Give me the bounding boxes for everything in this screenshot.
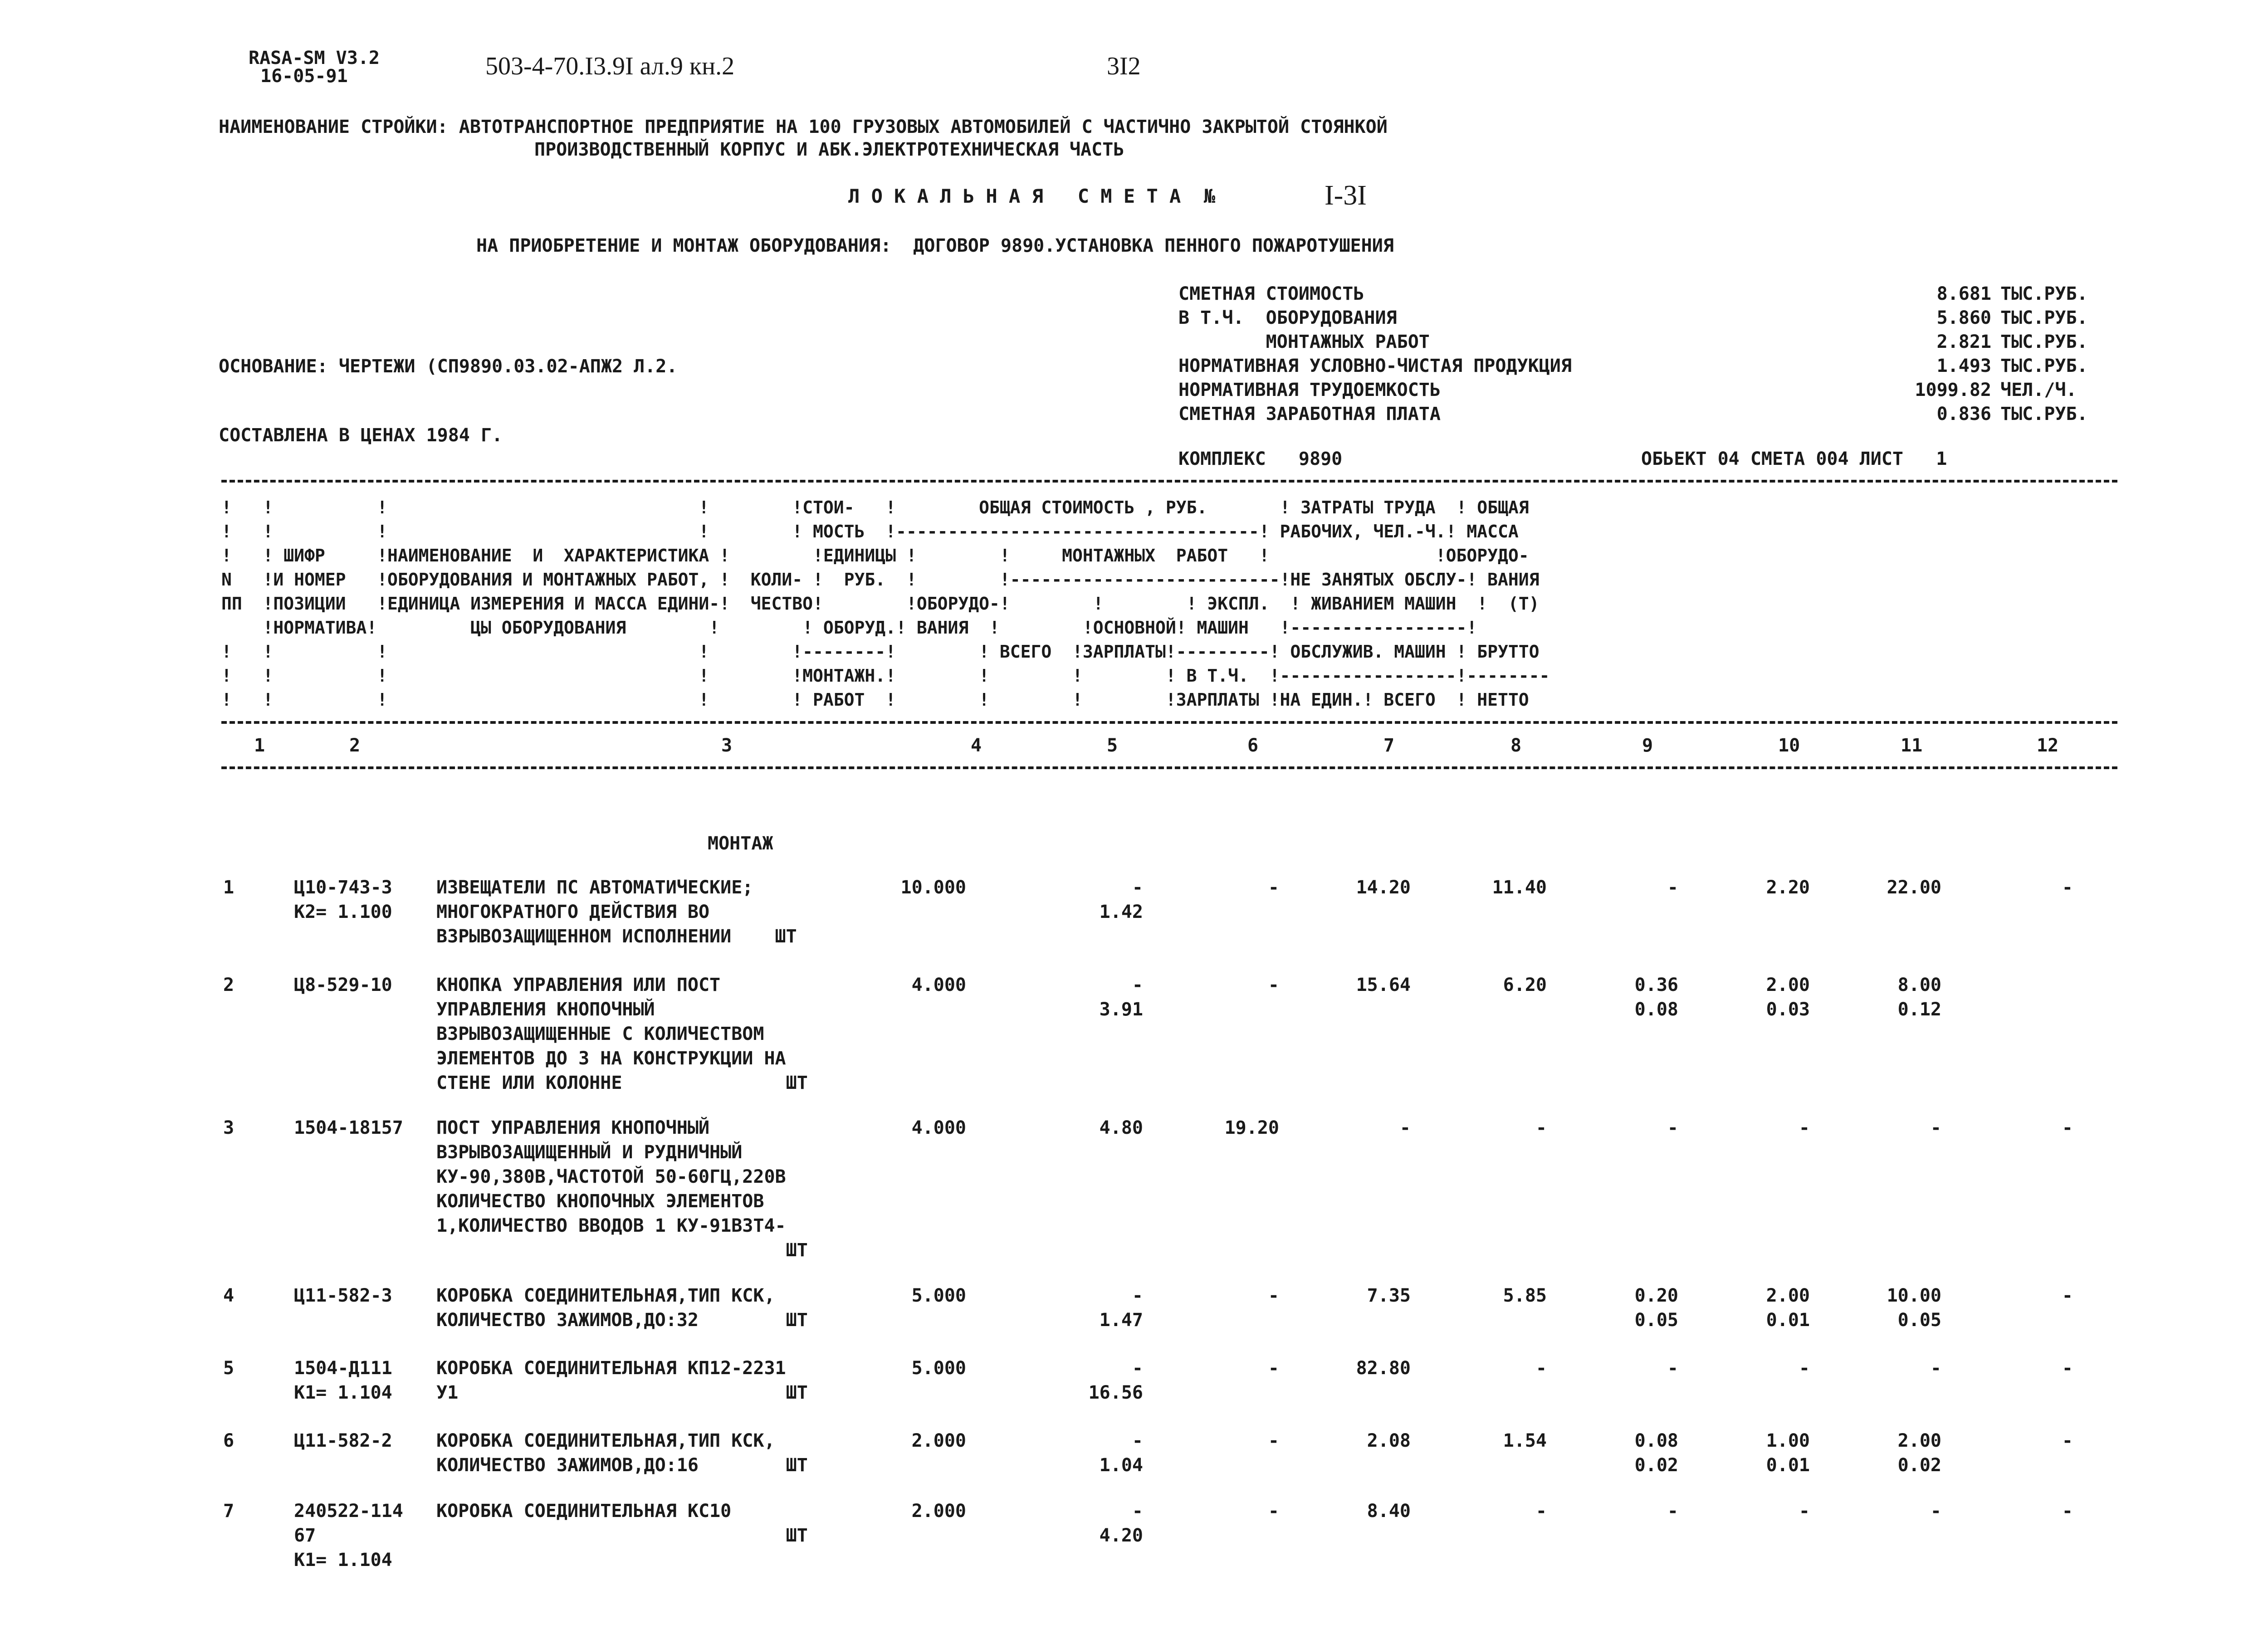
row-cell-c9a: - [1667,1501,1678,1522]
header-line: ! ! ШИФР !НАИМЕНОВАНИЕ И ХАРАКТЕРИСТИКА ! !ЕДИНИЦЫ ! ! МОНТАЖНЫХ РАБОТ ! !ОБОРУДО- [221,546,1529,566]
summary-unit: ТЫС.РУБ. [2000,332,2088,352]
header-line: ! ! ! ! !СТОИ- ! ОБЩАЯ СТОИМОСТЬ , РУБ. ! ЗАТРАТЫ ТРУДА ! ОБЩАЯ [221,498,1529,517]
row-number: 6 [223,1430,235,1451]
row-number: 5 [223,1358,235,1379]
row-cell-c5a: - [1132,877,1143,898]
row-cell-c7: 7.35 [1367,1285,1411,1306]
row-description: СТЕНЕ ИЛИ КОЛОННЕ ШТ [436,1073,808,1093]
summary-unit: ТЫС.РУБ. [2000,356,2088,376]
row-number: 7 [223,1501,235,1522]
summary-label: МОНТАЖНЫХ РАБОТ [1178,332,1430,352]
summary-label: СМЕТНАЯ ЗАРАБОТНАЯ ПЛАТА [1178,404,1441,424]
row-code: 1504-Д111 [294,1358,392,1379]
row-cell-qty: 2.000 [911,1430,966,1451]
row-cell-c6: - [1268,1430,1279,1451]
row-description: КОЛИЧЕСТВО ЗАЖИМОВ,ДО:32 ШТ [436,1310,808,1331]
program-date: 16-05-91 [260,66,348,87]
row-description: ПОСТ УПРАВЛЕНИЯ КНОПОЧНЫЙ [436,1117,710,1138]
estimate-number: I-3I [1325,180,1367,211]
row-cell-c12: - [2062,1430,2073,1451]
summary-value: 5.860 [1936,307,1991,328]
column-number: 12 [2037,735,2059,756]
row-description: УПРАВЛЕНИЯ КНОПОЧНЫЙ [436,999,655,1020]
column-number: 4 [971,735,982,756]
row-description: ВЗРЫВОЗАЩИЩЕННЫЕ С КОЛИЧЕСТВОМ [436,1024,764,1044]
row-cell-c7: 82.80 [1356,1358,1411,1379]
row-cell-c5a: - [1132,1501,1143,1522]
row-cell-c8: 5.85 [1503,1285,1547,1306]
row-cell-c5b: 4.20 [1099,1525,1143,1546]
row-code: 240522-114 [294,1501,403,1522]
row-description: ШТ [436,1525,808,1546]
construction-name: НАИМЕНОВАНИЕ СТРОЙКИ: АВТОТРАНСПОРТНОЕ ПРЕДПРИЯТИЕ НА 100 ГРУЗОВЫХ АВТОМОБИЛЕЙ С ЧАСТИЧНО ЗАКРЫТОЙ СТОЯНКОЙ [219,117,1388,137]
summary-unit: ТЫС.РУБ. [2000,307,2088,328]
row-description: МНОГОКРАТНОГО ДЕЙСТВИЯ ВО [436,902,710,922]
row-description: КОРОБКА СОЕДИНИТЕЛЬНАЯ,ТИП КСК, [436,1285,775,1306]
row-cell-qty: 2.000 [911,1501,966,1522]
row-cell-c9a: - [1667,1358,1678,1379]
row-cell-c8: 1.54 [1503,1430,1547,1451]
column-number: 2 [349,735,361,756]
row-cell-c7: 8.40 [1367,1501,1411,1522]
row-cell-c11a: 2.00 [1897,1430,1941,1451]
summary-value: 8.681 [1936,283,1991,304]
section-heading: МОНТАЖ [708,833,773,854]
row-description: КОЛИЧЕСТВО КНОПОЧНЫХ ЭЛЕМЕНТОВ [436,1191,764,1212]
row-description: ВЗРЫВОЗАЩИЩЕННОМ ИСПОЛНЕНИИ ШТ [436,926,797,947]
row-coefficient: К1= 1.104 [294,1550,392,1571]
summary-value: 1.493 [1936,356,1991,376]
row-cell-c9a: 0.36 [1634,975,1678,995]
row-cell-c10a: 2.00 [1766,1285,1810,1306]
row-description: У1 ШТ [436,1382,808,1403]
program-name: RASA-SM V3.2 [249,48,380,68]
row-description: КУ-90,380В,ЧАСТОТОЙ 50-60ГЦ,220В [436,1166,786,1187]
column-number: 10 [1778,735,1800,756]
row-cell-qty: 4.000 [911,975,966,995]
row-cell-qty: 5.000 [911,1285,966,1306]
document-code: 503-4-70.I3.9I ал.9 кн.2 [485,52,735,80]
row-cell-c11a: 10.00 [1887,1285,1941,1306]
row-cell-c10b: 0.03 [1766,999,1810,1020]
row-cell-c9a: - [1667,1117,1678,1138]
row-cell-c5b: 1.04 [1099,1455,1143,1476]
row-cell-c5a: - [1132,1430,1143,1451]
row-cell-c6: 19.20 [1224,1117,1279,1138]
header-line: !НОРМАТИВА! ЦЫ ОБОРУДОВАНИЯ ! ! ОБОРУД.! ВАНИЯ ! !ОСНОВНОЙ! МАШИН !-----------------! [221,618,1477,638]
row-coefficient: К2= 1.100 [294,902,392,922]
summary-unit: ТЫС.РУБ. [2000,404,2088,424]
row-cell-c5a: - [1132,1285,1143,1306]
prices-year-text: СОСТАВЛЕНА В ЦЕНАХ 1984 Г. [219,425,503,446]
row-number: 2 [223,975,235,995]
row-cell-c9a: 0.20 [1634,1285,1678,1306]
row-cell-c10a: - [1799,1117,1810,1138]
row-cell-c5b: 1.42 [1099,902,1143,922]
summary-unit: ЧЕЛ./Ч. [2000,380,2077,400]
row-cell-c11b: 0.12 [1897,999,1941,1020]
row-cell-qty: 4.000 [911,1117,966,1138]
row-cell-c6: - [1268,1501,1279,1522]
row-code: Ц11-582-3 [294,1285,392,1306]
row-cell-c8: - [1535,1117,1547,1138]
row-code: Ц10-743-3 [294,877,392,898]
construction-part: ПРОИЗВОДСТВЕННЫЙ КОРПУС И АБК.ЭЛЕКТРОТЕХНИЧЕСКАЯ ЧАСТЬ [534,139,1124,160]
row-cell-c7: 2.08 [1367,1430,1411,1451]
object-sheet-label: ОБЬЕКТ 04 СМЕТА 004 ЛИСТ 1 [1641,449,1947,469]
row-cell-c12: - [2062,1358,2073,1379]
row-cell-c11b: 0.05 [1897,1310,1941,1331]
row-code: Ц8-529-10 [294,975,392,995]
estimate-title: Л О К А Л Ь Н А Я С М Е Т А № [848,185,1216,207]
row-cell-c7: 15.64 [1356,975,1411,995]
row-cell-c12: - [2062,877,2073,898]
summary-label: НОРМАТИВНАЯ УСЛОВНО-ЧИСТАЯ ПРОДУКЦИЯ [1178,356,1572,376]
summary-label: СМЕТНАЯ СТОИМОСТЬ [1178,283,1364,304]
row-cell-c8: 11.40 [1492,877,1547,898]
row-cell-c8: - [1535,1501,1547,1522]
header-line: ! ! ! ! !--------! ! ВСЕГО !ЗАРПЛАТЫ!---------! ОБСЛУЖИВ. МАШИН ! БРУТТО [221,642,1540,662]
page-number: 3I2 [1107,52,1141,80]
summary-value: 0.836 [1936,404,1991,424]
row-cell-c5b: 3.91 [1099,999,1143,1020]
summary-value: 2.821 [1936,332,1991,352]
row-number: 1 [223,877,235,898]
summary-value: 1099.82 [1915,380,1991,400]
row-description: 1,КОЛИЧЕСТВО ВВОДОВ 1 КУ-91В3Т4- [436,1215,786,1236]
header-line: ! ! ! ! !МОНТАЖН.! ! ! ! В Т.Ч. !-----------------!-------- [221,666,1550,686]
row-cell-c11a: - [1930,1501,1941,1522]
row-cell-c12: - [2062,1285,2073,1306]
row-description: КНОПКА УПРАВЛЕНИЯ ИЛИ ПОСТ [436,975,721,995]
summary-unit: ТЫС.РУБ. [2000,283,2088,304]
row-cell-c10b: 0.01 [1766,1310,1810,1331]
basis-text: ОСНОВАНИЕ: ЧЕРТЕЖИ (СП9890.03.02-АПЖ2 Л.2. [219,356,678,377]
row-cell-c9a: - [1667,877,1678,898]
row-code: Ц11-582-2 [294,1430,392,1451]
row-description: ЭЛЕМЕНТОВ ДО 3 НА КОНСТРУКЦИИ НА [436,1048,786,1069]
row-description: КОРОБКА СОЕДИНИТЕЛЬНАЯ КС10 [436,1501,732,1522]
row-description: КОРОБКА СОЕДИНИТЕЛЬНАЯ КП12-2231 [436,1358,786,1379]
row-cell-c7: 14.20 [1356,877,1411,898]
row-cell-c11a: - [1930,1117,1941,1138]
row-description: КОЛИЧЕСТВО ЗАЖИМОВ,ДО:16 ШТ [436,1455,808,1476]
row-description: ИЗВЕЩАТЕЛИ ПС АВТОМАТИЧЕСКИЕ; [436,877,753,898]
row-cell-qty: 10.000 [900,877,966,898]
complex-label: КОМПЛЕКС 9890 [1178,449,1343,469]
row-code: 1504-18157 [294,1117,403,1138]
column-numbers-rule [221,766,2117,769]
row-cell-c11a: 8.00 [1897,975,1941,995]
row-description: ШТ [436,1240,808,1261]
row-cell-c8: 6.20 [1503,975,1547,995]
row-cell-c12: - [2062,1117,2073,1138]
row-cell-c6: - [1268,1358,1279,1379]
row-number: 3 [223,1117,235,1138]
header-line: ПП !ПОЗИЦИИ !ЕДИНИЦА ИЗМЕРЕНИЯ И МАССА ЕДИНИ-! ЧЕСТВО! !ОБОРУДО-! ! ! ЭКСПЛ. ! ЖИВАНИЕМ МАШИН ! (Т) [221,594,1540,614]
row-cell-c7: - [1399,1117,1411,1138]
row-cell-c11b: 0.02 [1897,1455,1941,1476]
row-cell-c5b: 16.56 [1088,1382,1143,1403]
row-number: 4 [223,1285,235,1306]
row-cell-c11a: - [1930,1358,1941,1379]
column-number: 11 [1901,735,1923,756]
row-cell-c8: - [1535,1358,1547,1379]
column-number: 5 [1107,735,1118,756]
row-cell-c9b: 0.02 [1634,1455,1678,1476]
row-cell-c9a: 0.08 [1634,1430,1678,1451]
row-coefficient: 67 [294,1525,316,1546]
row-cell-c10a: - [1799,1501,1810,1522]
row-cell-c9b: 0.05 [1634,1310,1678,1331]
row-cell-c6: - [1268,877,1279,898]
row-cell-c5a: 4.80 [1099,1117,1143,1138]
estimate-subtitle: НА ПРИОБРЕТЕНИЕ И МОНТАЖ ОБОРУДОВАНИЯ: ДОГОВОР 9890.УСТАНОВКА ПЕННОГО ПОЖАРОТУШЕНИЯ [476,235,1394,256]
row-cell-c11a: 22.00 [1887,877,1941,898]
row-description: КОРОБКА СОЕДИНИТЕЛЬНАЯ,ТИП КСК, [436,1430,775,1451]
table-top-rule [221,480,2117,483]
row-cell-c10a: - [1799,1358,1810,1379]
row-coefficient: К1= 1.104 [294,1382,392,1403]
row-cell-c6: - [1268,975,1279,995]
row-cell-c10a: 2.00 [1766,975,1810,995]
column-number: 6 [1247,735,1259,756]
header-line: ! ! ! ! ! РАБОТ ! ! ! !ЗАРПЛАТЫ !НА ЕДИН.! ВСЕГО ! НЕТТО [221,690,1529,710]
row-description: ВЗРЫВОЗАЩИЩЕННЫЙ И РУДНИЧНЫЙ [436,1142,743,1163]
row-cell-c10b: 0.01 [1766,1455,1810,1476]
row-cell-qty: 5.000 [911,1358,966,1379]
column-number: 1 [254,735,265,756]
summary-label: В Т.Ч. ОБОРУДОВАНИЯ [1178,307,1397,328]
row-cell-c10a: 1.00 [1766,1430,1810,1451]
column-number: 9 [1642,735,1653,756]
row-cell-c5a: - [1132,975,1143,995]
row-cell-c6: - [1268,1285,1279,1306]
row-cell-c5b: 1.47 [1099,1310,1143,1331]
row-cell-c5a: - [1132,1358,1143,1379]
header-bottom-rule [221,721,2117,724]
row-cell-c9b: 0.08 [1634,999,1678,1020]
header-line: ! ! ! ! ! МОСТЬ !-----------------------------------! РАБОЧИХ, ЧЕЛ.-Ч.! МАССА [221,522,1519,541]
column-number: 8 [1510,735,1522,756]
column-number: 7 [1383,735,1395,756]
summary-label: НОРМАТИВНАЯ ТРУДОЕМКОСТЬ [1178,380,1441,400]
row-cell-c12: - [2062,1501,2073,1522]
column-number: 3 [721,735,733,756]
row-cell-c10a: 2.20 [1766,877,1810,898]
header-line: N !И НОМЕР !ОБОРУДОВАНИЯ И МОНТАЖНЫХ РАБОТ, ! КОЛИ- ! РУБ. ! !--------------------------!НЕ ЗАНЯТЫХ ОБСЛУ-! ВАНИЯ [221,570,1540,590]
